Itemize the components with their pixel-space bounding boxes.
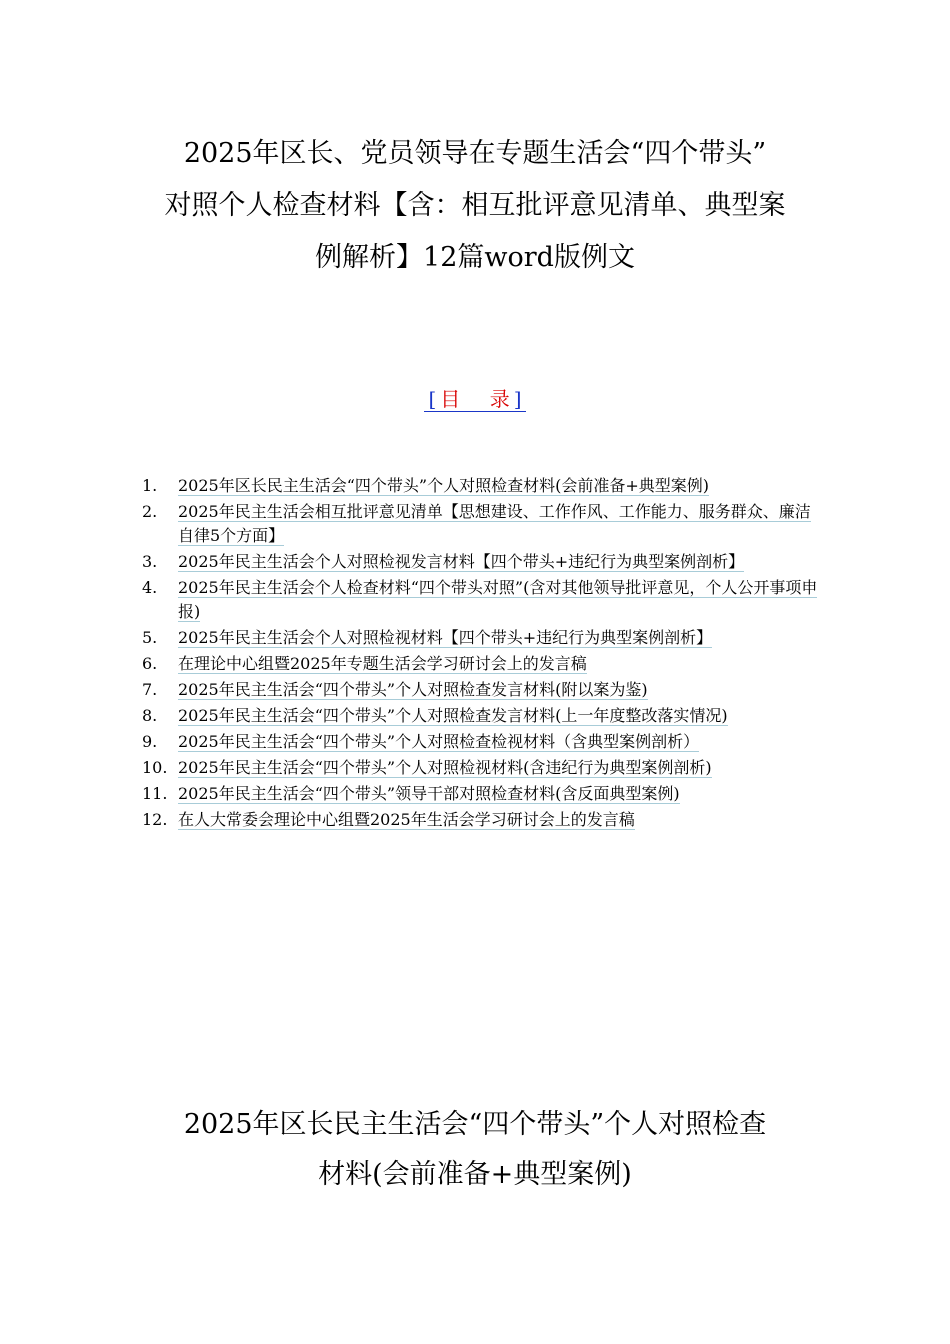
toc-item-number: 5. [142, 628, 158, 647]
toc-item[interactable] [142, 576, 822, 624]
toc-item[interactable] [142, 730, 822, 754]
toc-item[interactable] [142, 474, 822, 498]
document-title [130, 128, 820, 284]
toc-item[interactable] [142, 756, 822, 780]
toc-item[interactable] [142, 652, 822, 676]
toc-item-number: 7. [142, 680, 158, 699]
document-title-line-1: 2025年区长、党员领导在专题生活会“四个带头” [183, 138, 767, 169]
toc-item-link[interactable]: 在理论中心组暨2025年专题生活会学习研讨会上的发言稿 [178, 654, 587, 673]
toc-item-number: 2. [142, 502, 158, 521]
toc-bracket-close: ] [513, 387, 522, 411]
toc-item[interactable] [142, 500, 822, 548]
toc-item-link[interactable]: 2025年民主生活会相互批评意见清单【思想建设、工作作风、工作能力、服务群众、廉洁自律5个方面】 [178, 502, 811, 545]
toc-item-number: 11. [142, 784, 168, 803]
toc-label-mu: 目 [440, 387, 461, 411]
section-title [140, 1100, 810, 1200]
toc-item[interactable] [142, 550, 822, 574]
section-title-line-1: 2025年区长民主生活会“四个带头”个人对照检查 [183, 1109, 767, 1140]
toc-item[interactable] [142, 678, 822, 702]
toc-item-link[interactable]: 2025年民主生活会“四个带头”个人对照检查发言材料(上一年度整改落实情况) [178, 706, 728, 725]
toc-item-number: 8. [142, 706, 158, 725]
toc-item-number: 1. [142, 476, 158, 495]
toc-item-link[interactable]: 2025年民主生活会个人对照检视材料【四个带头+违纪行为典型案例剖析】 [178, 628, 713, 647]
toc-item-number: 12. [142, 810, 168, 829]
toc-item-link[interactable]: 2025年区长民主生活会“四个带头”个人对照检查材料(会前准备+典型案例) [178, 476, 709, 495]
toc-item-link[interactable]: 2025年民主生活会“四个带头”个人对照检视材料(含违纪行为典型案例剖析) [178, 758, 712, 777]
toc-item-number: 3. [142, 552, 158, 571]
toc-item-link[interactable]: 2025年民主生活会“四个带头”个人对照检查发言材料(附以案为鉴) [178, 680, 648, 699]
document-title-line-2: 对照个人检查材料【含：相互批评意见清单、典型案 [164, 190, 786, 221]
section-title-line-2: 材料(会前准备+典型案例) [318, 1159, 632, 1190]
toc-item-link[interactable]: 2025年民主生活会“四个带头”个人对照检查检视材料（含典型案例剖析） [178, 732, 700, 751]
toc-item-number: 4. [142, 578, 158, 597]
toc-heading-link[interactable] [424, 387, 525, 412]
toc-item-link[interactable]: 2025年民主生活会个人对照检视发言材料【四个带头+违纪行为典型案例剖析】 [178, 552, 745, 571]
toc-item-link[interactable]: 2025年民主生活会“四个带头”领导干部对照检查材料(含反面典型案例) [178, 784, 680, 803]
toc-item-link[interactable]: 在人大常委会理论中心组暨2025年生活会学习研讨会上的发言稿 [178, 810, 635, 829]
document-title-line-3: 例解析】12篇word版例文 [315, 242, 635, 273]
toc-item[interactable] [142, 782, 822, 806]
toc-item-link[interactable]: 2025年民主生活会个人检查材料“四个带头对照”(含对其他领导批评意见，个人公开事项申报) [178, 578, 818, 621]
toc-item-number: 6. [142, 654, 158, 673]
toc-item[interactable] [142, 808, 822, 832]
toc-heading [0, 384, 950, 414]
toc-item-number: 9. [142, 732, 158, 751]
toc-item[interactable] [142, 626, 822, 650]
toc-item[interactable] [142, 704, 822, 728]
toc-list [142, 474, 822, 834]
toc-label-lu: 录 [489, 387, 510, 411]
toc-item-number: 10. [142, 758, 168, 777]
toc-bracket-open: [ [428, 387, 437, 411]
